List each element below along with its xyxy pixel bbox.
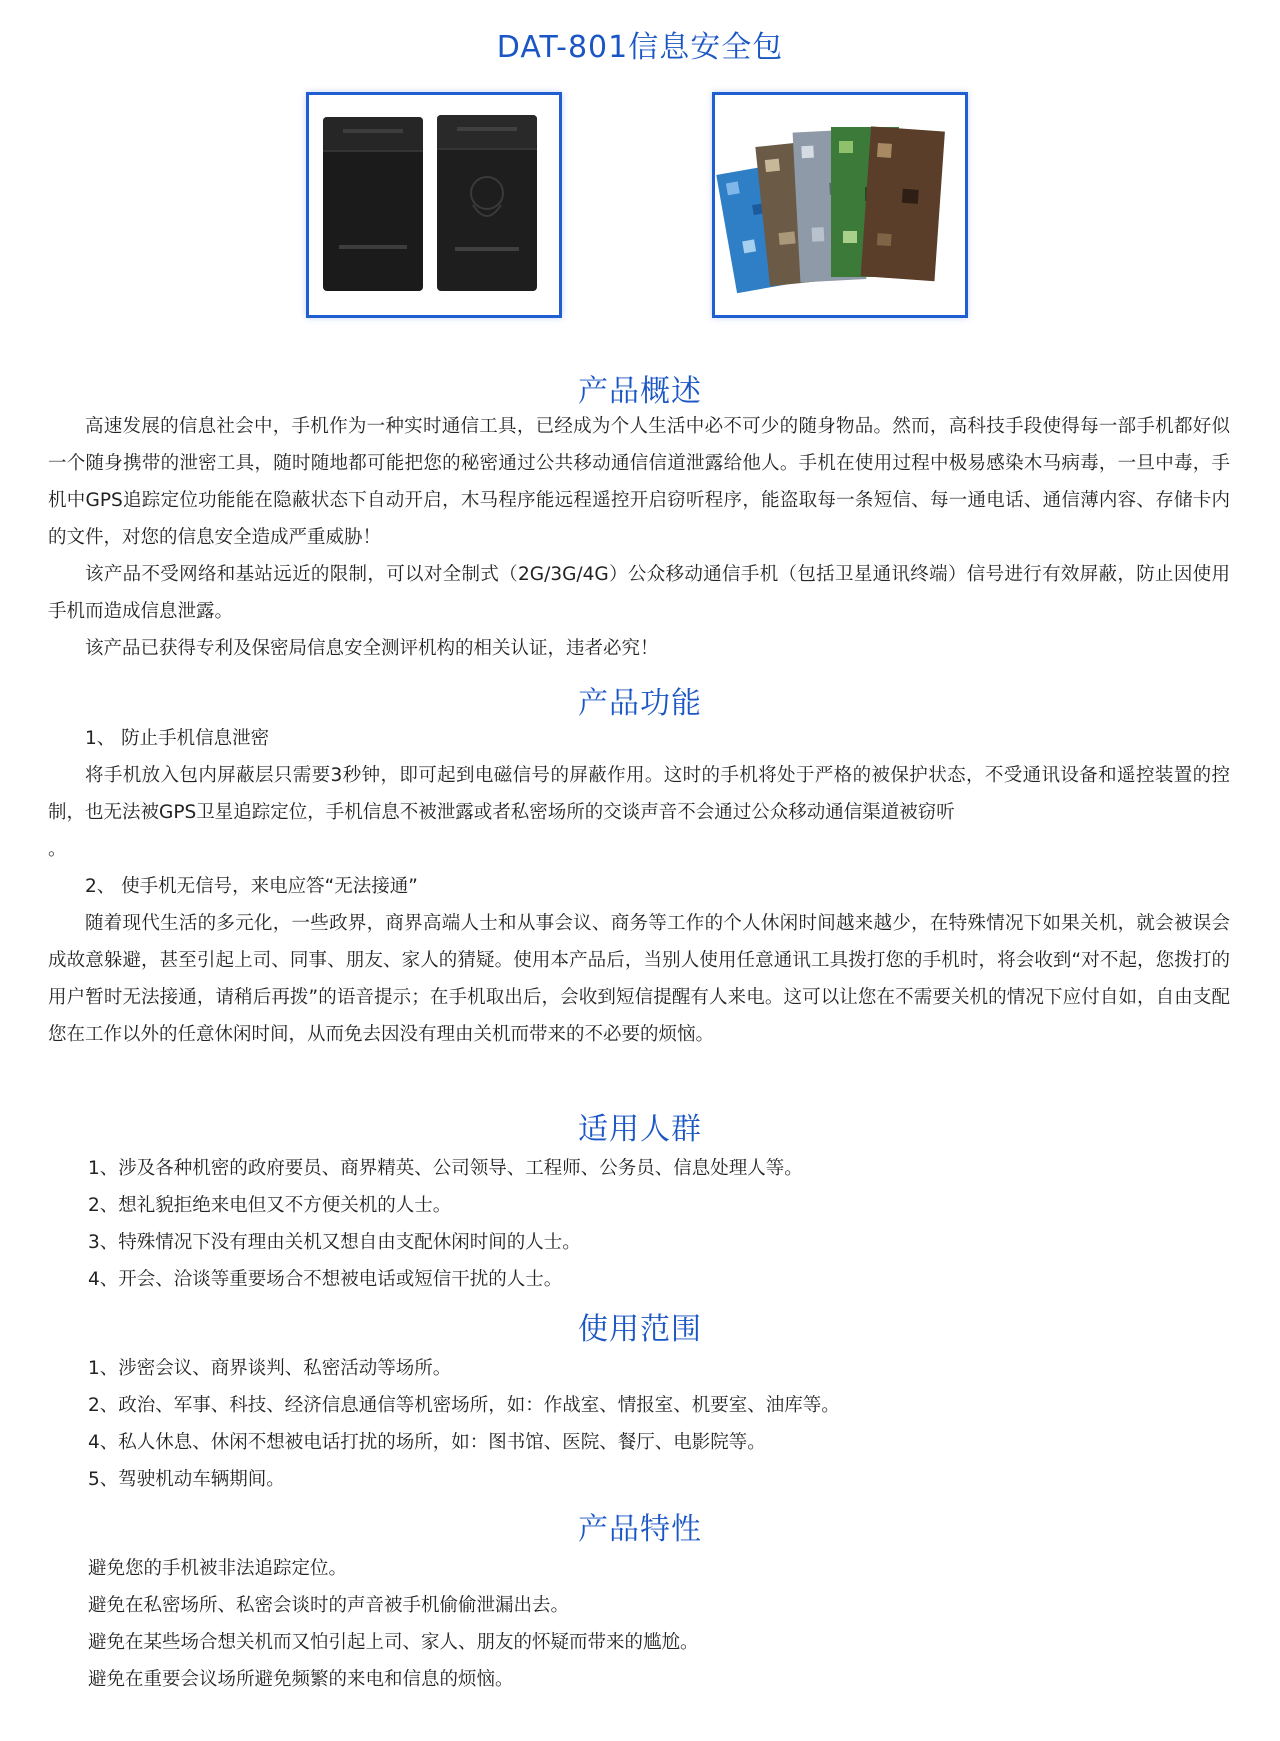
functions-text bbox=[48, 720, 1230, 1053]
overview-text bbox=[48, 408, 1230, 667]
feature-item: 避免在某些场合想关机而又怕引起上司、家人、朋友的怀疑而带来的尴尬。 bbox=[88, 1632, 699, 1653]
function-item-body: 将手机放入包内屏蔽层只需要3秒钟，即可起到电磁信号的屏蔽作用。这时的手机将处于严格的被保护状态，不受通讯设备和遥控装置的控制，也无法被GPS卫星追踪定位，手机信息不被泄露或者私密场所的交谈声音不会通过公众移动通信渠道被窃听 bbox=[48, 765, 1230, 823]
product-photo-camouflage bbox=[712, 92, 968, 318]
overview-paragraph: 该产品不受网络和基站远近的限制，可以对全制式（2G/3G/4G）公众移动通信手机（包括卫星通讯终端）信号进行有效屏蔽，防止因使用手机而造成信息泄露。 bbox=[48, 564, 1230, 622]
section-heading-features: 产品特性 bbox=[578, 1512, 702, 1547]
overview-paragraph: 该产品已获得专利及保密局信息安全测评机构的相关认证，违者必究！ bbox=[85, 638, 659, 659]
section-heading-overview: 产品概述 bbox=[578, 374, 702, 409]
audience-item: 1、涉及各种机密的政府要员、商界精英、公司领导、工程师、公务员、信息处理人等。 bbox=[88, 1158, 803, 1179]
audience-item: 3、特殊情况下没有理由关机又想自由支配休闲时间的人士。 bbox=[88, 1232, 581, 1253]
black-leather-pouches-photo-icon bbox=[309, 95, 559, 315]
function-item-body: 随着现代生活的多元化，一些政界，商界高端人士和从事会议、商务等工作的个人休闲时间越来越少，在特殊情况下如果关机，就会被误会成故意躲避，甚至引起上司、同事、朋友、家人的猜疑。使用本产品后，当别人使用任意通讯工具拨打您的手机时，将会收到“对不起，您拨打的用户暂时无法接通，请稍后再拨”的语音提示；在手机取出后，会收到短信提醒有人来电。这可以让您在不需要关机的情况下应付自如，自由支配您在工作以外的任意休闲时间，从而免去因没有理由关机而带来的不必要的烦恼。 bbox=[48, 913, 1230, 1045]
function-item-title: 1、 防止手机信息泄密 bbox=[85, 728, 270, 749]
feature-item: 避免在私密场所、私密会谈时的声音被手机偷偷泄漏出去。 bbox=[88, 1595, 570, 1616]
function-item-title: 2、 使手机无信号，来电应答“无法接通” bbox=[85, 876, 418, 897]
scope-item: 5、驾驶机动车辆期间。 bbox=[88, 1469, 285, 1490]
scope-item: 2、政治、军事、科技、经济信息通信等机密场所，如：作战室、情报室、机要室、油库等。 bbox=[88, 1395, 840, 1416]
audience-item: 4、开会、洽谈等重要场合不想被电话或短信干扰的人士。 bbox=[88, 1269, 563, 1290]
page-title: DAT-801信息安全包 bbox=[496, 30, 784, 65]
section-heading-functions: 产品功能 bbox=[578, 686, 702, 721]
function-item-tail: 。 bbox=[48, 839, 67, 860]
scope-item: 1、涉密会议、商界谈判、私密活动等场所。 bbox=[88, 1358, 452, 1379]
section-heading-scope: 使用范围 bbox=[578, 1312, 702, 1347]
camouflage-pouches-photo-icon bbox=[715, 95, 965, 315]
feature-item: 避免在重要会议场所避免频繁的来电和信息的烦恼。 bbox=[88, 1669, 514, 1690]
scope-item: 4、私人休息、休闲不想被电话打扰的场所，如：图书馆、医院、餐厅、电影院等。 bbox=[88, 1432, 766, 1453]
audience-item: 2、想礼貌拒绝来电但又不方便关机的人士。 bbox=[88, 1195, 452, 1216]
section-heading-audience: 适用人群 bbox=[578, 1112, 702, 1147]
overview-paragraph: 高速发展的信息社会中，手机作为一种实时通信工具，已经成为个人生活中必不可少的随身物品。然而，高科技手段使得每一部手机都好似一个随身携带的泄密工具，随时随地都可能把您的秘密通过公共移动通信信道泄露给他人。手机在使用过程中极易感染木马病毒，一旦中毒，手机中GPS追踪定位功能能在隐蔽状态下自动开启，木马程序能远程遥控开启窃听程序，能盗取每一条短信、每一通电话、通信薄内容、存储卡内的文件，对您的信息安全造成严重威胁！ bbox=[48, 416, 1230, 548]
product-photo-black bbox=[306, 92, 562, 318]
feature-item: 避免您的手机被非法追踪定位。 bbox=[88, 1558, 348, 1579]
